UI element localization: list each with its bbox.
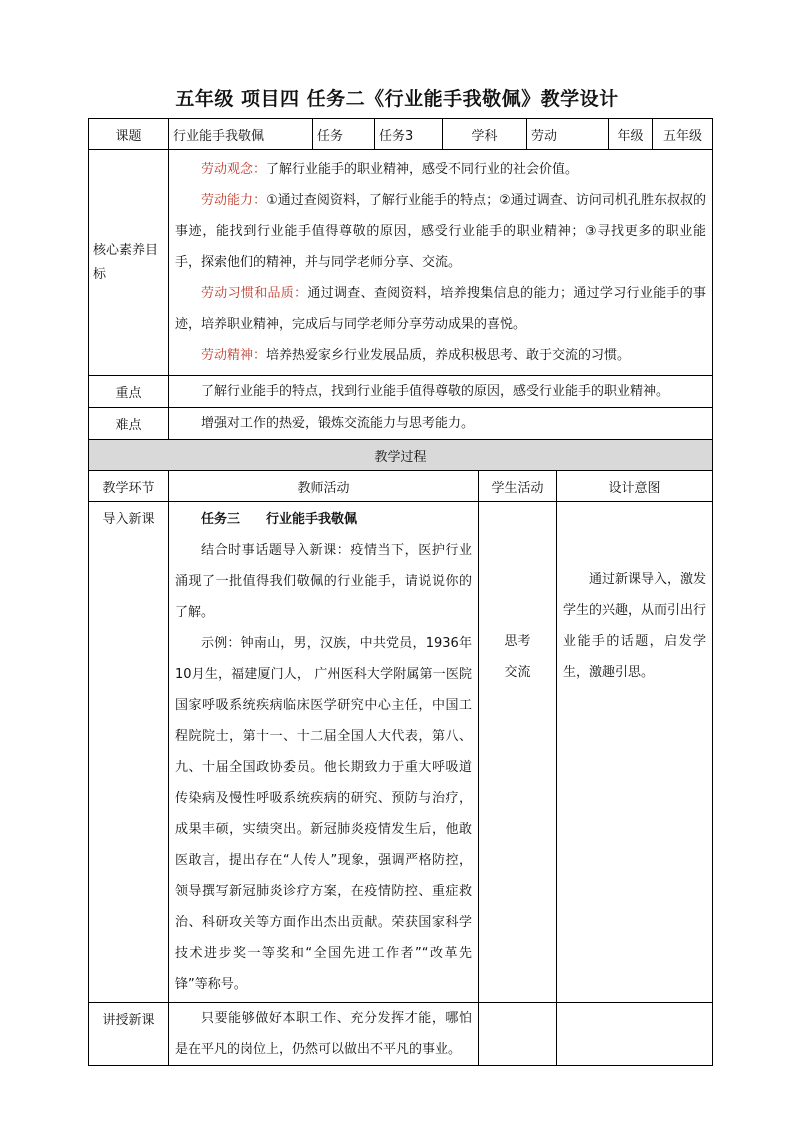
grade-value: 五年级 bbox=[653, 119, 713, 150]
header-row bbox=[89, 119, 713, 150]
difficulty-text: 增强对工作的热爱，锻炼交流能力与思考能力。 bbox=[201, 416, 475, 431]
difficulty-label: 难点 bbox=[89, 408, 169, 440]
document-title: 五年级 项目四 任务二《行业能手我敬佩》教学设计 bbox=[175, 88, 619, 110]
teacher-paragraph: 只要能够做好本职工作、充分发挥才能，哪怕是在平凡的岗位上，仍然可以做出不平凡的事业。 bbox=[175, 1011, 472, 1057]
column-header-row bbox=[89, 471, 713, 502]
teacher-activity-new-lesson bbox=[169, 1003, 479, 1066]
key-point-row bbox=[89, 376, 713, 408]
student-activity-intro bbox=[479, 502, 557, 1003]
design-intent-new-lesson bbox=[557, 1003, 713, 1066]
goal-item: 劳动精神：培养热爱家乡行业发展品质，养成积极思考、敢于交流的习惯。 bbox=[201, 348, 631, 363]
grade-label: 年级 bbox=[617, 128, 644, 144]
col-stage: 教学环节 bbox=[89, 471, 169, 502]
process-header: 教学过程 bbox=[89, 440, 713, 471]
goals-label: 核心素养目标 bbox=[89, 150, 169, 376]
task-value: 任务3 bbox=[375, 119, 443, 150]
student-activity-new-lesson bbox=[479, 1003, 557, 1066]
student-activity-line: 交流 bbox=[504, 665, 531, 680]
table-row bbox=[89, 502, 713, 1003]
course-value: 行业能手我敬佩 bbox=[169, 119, 313, 150]
student-activity-line: 思考 bbox=[504, 634, 531, 649]
key-point-label: 重点 bbox=[89, 376, 169, 408]
stage-intro: 导入新课 bbox=[89, 502, 169, 1003]
key-point-text: 了解行业能手的特点，找到行业能手值得尊敬的原因，感受行业能手的职业精神。 bbox=[201, 384, 670, 399]
goals-content bbox=[169, 150, 713, 376]
teacher-paragraph: 示例：钟南山，男，汉族，中共党员，1936年10月生，福建厦门人， 广州医科大学附属第一医院国家呼吸系统疾病临床医学研究中心主任，中国工程院院士，第十一、十二届全国人大代表，第八、九、十届全国政协委员。他长期致力于重大呼吸道传染病及慢性呼吸系统疾病的研究、预防与治疗，成果丰硕，实绩突出。新冠肺炎疫情发生后，他敢医敢言，提出存在“人传人”现象，强调严格防控，领导撰写新冠肺炎诊疗方案，在疫情防控、重症救治、科研攻关等方面作出杰出贡献。荣获国家科学技术进步奖一等奖和“全国先进工作者”“改革先锋”等称号。 bbox=[175, 636, 472, 992]
process-header-row bbox=[89, 440, 713, 471]
grade-cells bbox=[609, 119, 653, 150]
table-row bbox=[89, 1003, 713, 1066]
col-teacher: 教师活动 bbox=[169, 471, 479, 502]
task-title: 任务三 行业能手我敬佩 bbox=[201, 512, 358, 527]
subject-label: 学科 bbox=[443, 119, 527, 150]
goal-item: 劳动习惯和品质：通过调查、查阅资料，培养搜集信息的能力；通过学习行业能手的事迹，培养职业精神，完成后与同学老师分享劳动成果的喜悦。 bbox=[175, 286, 707, 332]
lesson-plan-table bbox=[88, 118, 713, 1066]
subject-value: 劳动 bbox=[527, 119, 609, 150]
design-intent-intro: 通过新课导入，激发学生的兴趣，从而引出行业能手的话题，启发学生，激趣引思。 bbox=[563, 572, 707, 680]
col-intent: 设计意图 bbox=[557, 471, 713, 502]
goal-item: 劳动观念：了解行业能手的职业精神，感受不同行业的社会价值。 bbox=[201, 162, 579, 177]
course-label: 课题 bbox=[89, 119, 169, 150]
stage-new-lesson: 讲授新课 bbox=[89, 1003, 169, 1066]
teacher-paragraph: 结合时事话题导入新课：疫情当下，医护行业涌现了一批值得我们敬佩的行业能手，请说说你的了解。 bbox=[175, 543, 472, 620]
difficulty-row bbox=[89, 408, 713, 440]
col-student: 学生活动 bbox=[479, 471, 557, 502]
teacher-activity-intro bbox=[169, 502, 479, 1003]
goals-row bbox=[89, 150, 713, 376]
goal-item: 劳动能力：①通过查阅资料，了解行业能手的特点；②通过调查、访问司机孔胜东叔叔的事迹，能找到行业能手值得尊敬的原因，感受行业能手的职业精神；③寻找更多的职业能手，探索他们的精神，并与同学老师分享、交流。 bbox=[175, 193, 707, 270]
task-label: 任务 bbox=[313, 119, 375, 150]
